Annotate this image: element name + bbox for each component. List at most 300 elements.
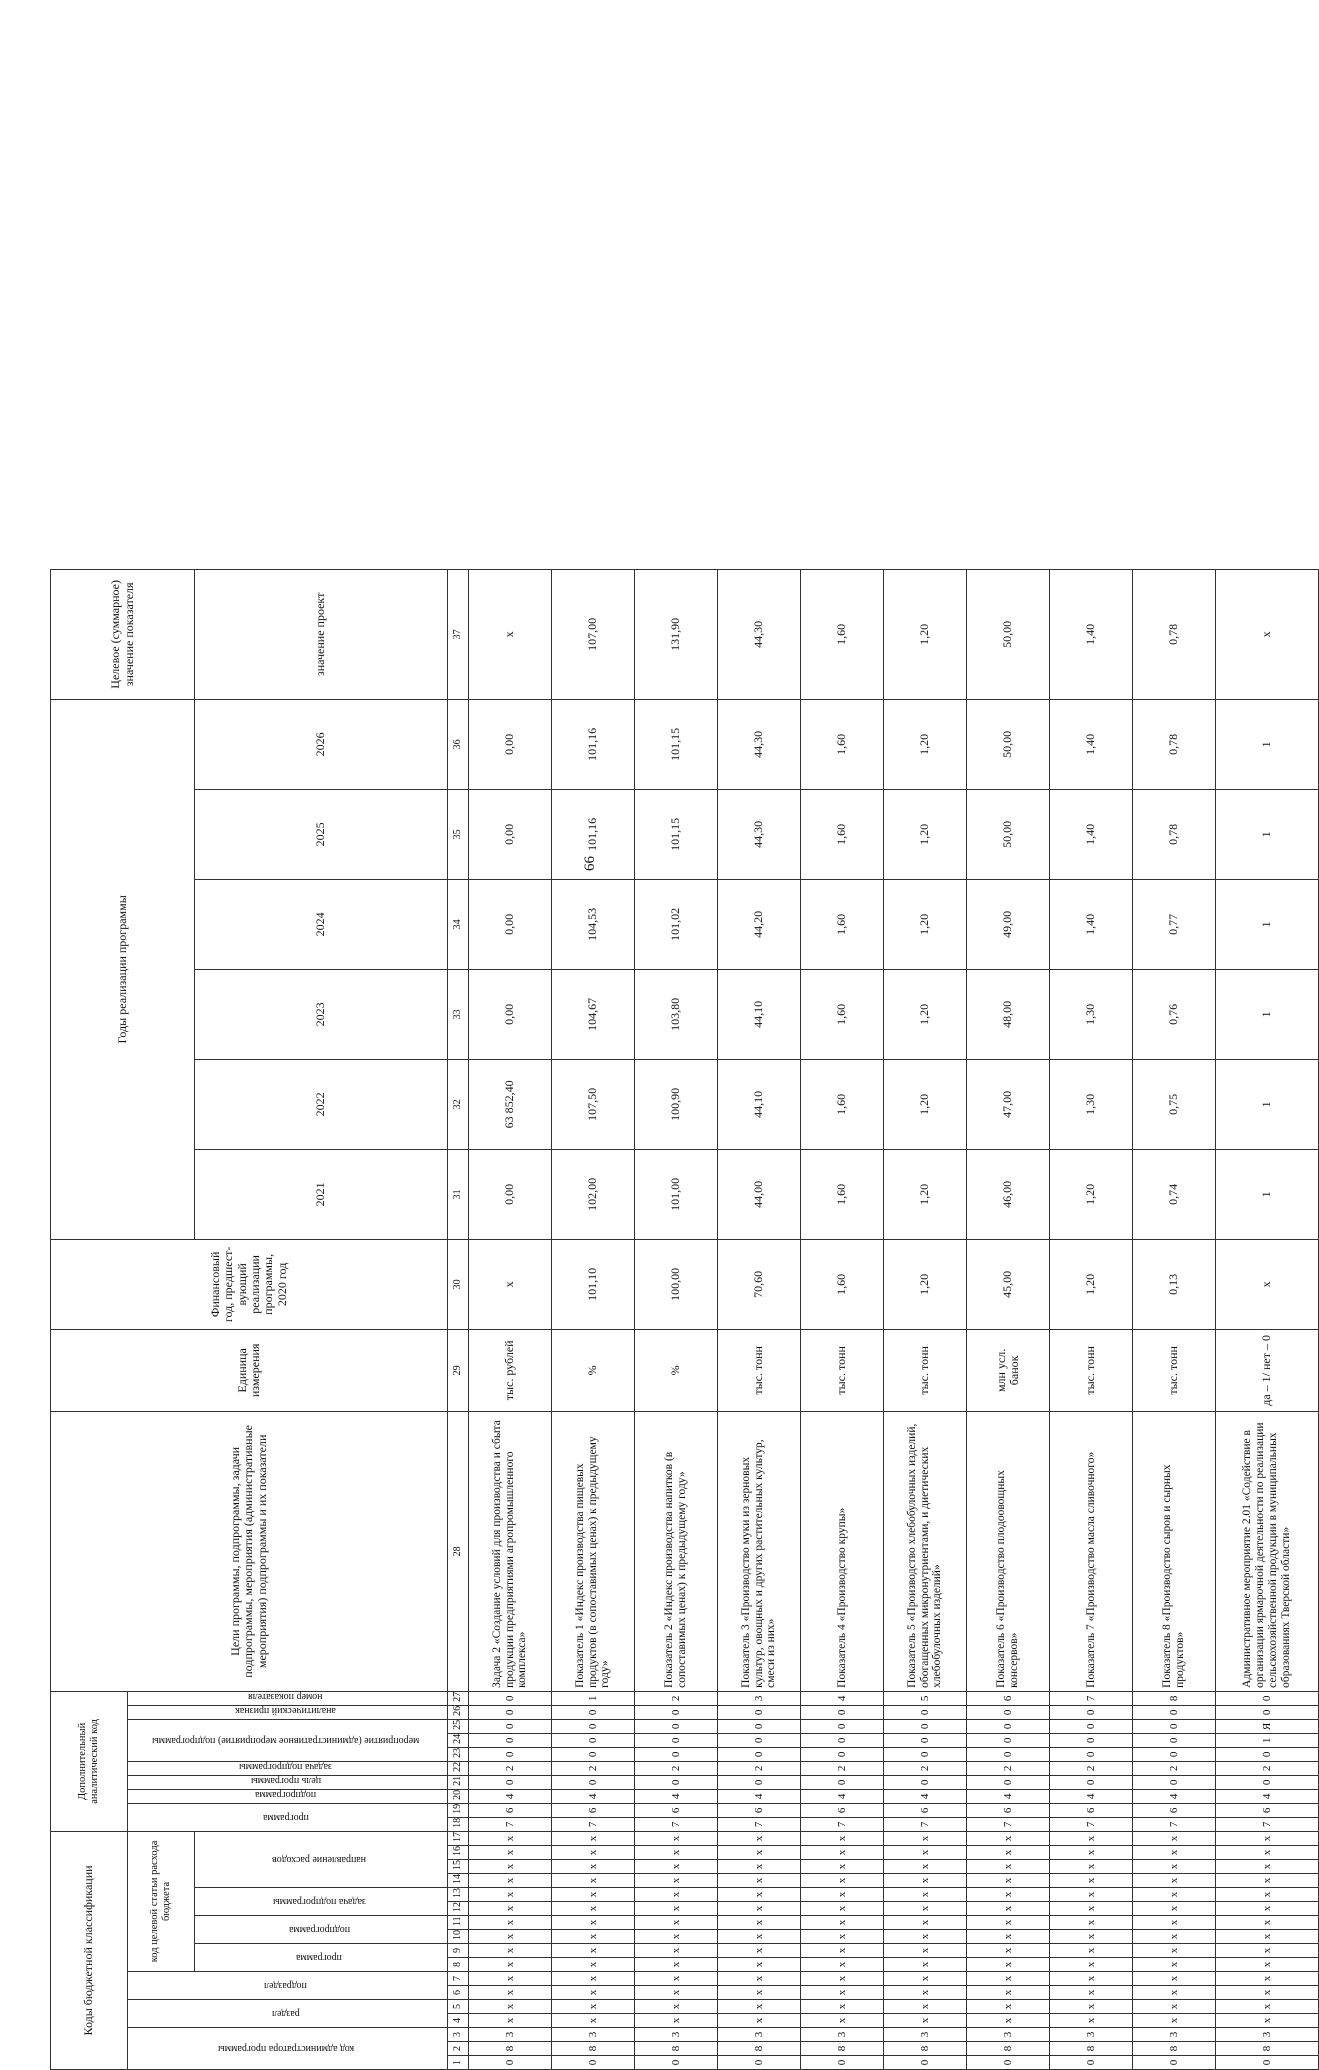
code-cell: 6 xyxy=(552,1803,635,1817)
code-cell: 2 xyxy=(801,1761,884,1775)
code-cell: 6 xyxy=(801,1803,884,1817)
base-year-cell: 0,13 xyxy=(1133,1239,1216,1329)
code-cell: 0 xyxy=(635,1747,718,1761)
year-value-cell: 50,00 xyxy=(967,699,1050,789)
column-number: 37 xyxy=(448,569,469,699)
year-value-cell: 49,00 xyxy=(967,879,1050,969)
code-cell: x xyxy=(1133,1930,1216,1944)
year-header: 2026 xyxy=(195,699,448,789)
table-row xyxy=(718,569,801,2069)
code-cell: 0 xyxy=(469,1775,552,1789)
code-cell: 6 xyxy=(967,1803,1050,1817)
year-value-cell: 1,60 xyxy=(801,789,884,879)
code-cell: x xyxy=(1216,1902,1319,1916)
year-value-cell: 103,80 xyxy=(635,969,718,1059)
code-cell: 3 xyxy=(1133,2028,1216,2042)
admin-code-header: код администратора программы xyxy=(128,2028,448,2070)
code-cell: x xyxy=(1216,1986,1319,2000)
additional-code-header: Дополнительный аналитический код xyxy=(51,1691,128,1831)
code-cell: x xyxy=(469,2014,552,2028)
code-cell: x xyxy=(1133,1846,1216,1860)
year-value-cell: 101,15 xyxy=(635,789,718,879)
code-cell: 4 xyxy=(635,1789,718,1803)
code-cell: 2 xyxy=(635,1761,718,1775)
code-cell: x xyxy=(967,2000,1050,2014)
budget-codes-header: Коды бюджетной классификации xyxy=(51,1831,128,2069)
code-cell: x xyxy=(884,1944,967,1958)
code-cell: 7 xyxy=(967,1817,1050,1831)
code-cell: 3 xyxy=(1216,2028,1319,2042)
code-cell: x xyxy=(884,1930,967,1944)
column-number: 5 xyxy=(448,2000,469,2014)
year-value-cell: 44,00 xyxy=(718,1149,801,1239)
code-cell: 3 xyxy=(967,2028,1050,2042)
year-value-cell: 1,60 xyxy=(801,1149,884,1239)
code-cell: 3 xyxy=(884,2028,967,2042)
code-cell: 0 xyxy=(469,1705,552,1719)
code-cell: 2 xyxy=(635,1691,718,1705)
target-value-cell: 44,30 xyxy=(718,569,801,699)
year-value-cell: 44,30 xyxy=(718,789,801,879)
column-number: 10 xyxy=(448,1930,469,1944)
code-cell: 0 xyxy=(469,1719,552,1733)
code-cell: 0 xyxy=(884,1719,967,1733)
column-number: 18 xyxy=(448,1817,469,1831)
code-cell: 0 xyxy=(967,1733,1050,1747)
column-number: 16 xyxy=(448,1846,469,1860)
table-body xyxy=(469,569,1319,2069)
code-cell: 7 xyxy=(1133,1817,1216,1831)
base-year-cell: x xyxy=(1216,1239,1319,1329)
unit-cell: % xyxy=(552,1329,635,1411)
code-cell: 0 xyxy=(718,1705,801,1719)
table-row xyxy=(1050,569,1133,2069)
code-cell: x xyxy=(552,1958,635,1972)
code-cell: x xyxy=(635,1916,718,1930)
code-cell: x xyxy=(635,1986,718,2000)
code-cell: 0 xyxy=(718,1719,801,1733)
column-number: 12 xyxy=(448,1902,469,1916)
code-cell: 8 xyxy=(884,2042,967,2056)
code-cell: 7 xyxy=(552,1817,635,1831)
code-cell: x xyxy=(1133,1972,1216,1986)
code-cell: 0 xyxy=(1050,1705,1133,1719)
a-task-header: задача подпрограммы xyxy=(128,1761,448,1775)
code-cell: x xyxy=(1133,1958,1216,1972)
code-cell: x xyxy=(1050,1930,1133,1944)
code-cell: 0 xyxy=(1133,1733,1216,1747)
unit-cell: млн усл. банок xyxy=(967,1329,1050,1411)
column-number: 4 xyxy=(448,2014,469,2028)
code-cell: x xyxy=(635,1944,718,1958)
code-cell: x xyxy=(552,1860,635,1874)
code-cell: 0 xyxy=(469,2056,552,2070)
code-cell: x xyxy=(884,1972,967,1986)
year-value-cell: 0,75 xyxy=(1133,1059,1216,1149)
code-cell: x xyxy=(884,2000,967,2014)
code-cell: x xyxy=(1050,1831,1133,1845)
column-number: 13 xyxy=(448,1888,469,1902)
code-cell: x xyxy=(1216,1860,1319,1874)
code-cell: x xyxy=(469,1860,552,1874)
column-number: 20 xyxy=(448,1789,469,1803)
column-number: 2 xyxy=(448,2042,469,2056)
column-number: 23 xyxy=(448,1747,469,1761)
code-cell: x xyxy=(1133,1986,1216,2000)
year-value-cell: 1,60 xyxy=(801,879,884,969)
year-value-cell: 44,20 xyxy=(718,879,801,969)
year-value-cell: 1,20 xyxy=(884,1059,967,1149)
column-number: 9 xyxy=(448,1944,469,1958)
code-cell: x xyxy=(1216,1888,1319,1902)
code-cell: 0 xyxy=(1050,1733,1133,1747)
code-cell: x xyxy=(1133,1874,1216,1888)
year-header: 2023 xyxy=(195,969,448,1059)
code-cell: 8 xyxy=(801,2042,884,2056)
code-cell: 4 xyxy=(469,1789,552,1803)
code-cell: x xyxy=(801,1916,884,1930)
code-cell: 6 xyxy=(469,1803,552,1817)
code-cell: 7 xyxy=(884,1817,967,1831)
code-cell: x xyxy=(469,1888,552,1902)
year-value-cell: 46,00 xyxy=(967,1149,1050,1239)
code-cell: 3 xyxy=(1050,2028,1133,2042)
code-cell: x xyxy=(1133,1860,1216,1874)
code-cell: x xyxy=(967,1916,1050,1930)
column-number: 3 xyxy=(448,2028,469,2042)
indicator-name-cell: Показатель 7 «Производство масла сливочного» xyxy=(1050,1411,1133,1691)
code-cell: x xyxy=(1216,2014,1319,2028)
code-cell: 6 xyxy=(1216,1803,1319,1817)
base-year-cell: 1,20 xyxy=(1050,1239,1133,1329)
code-cell: 0 xyxy=(967,1705,1050,1719)
code-cell: 0 xyxy=(1216,2056,1319,2070)
code-cell: x xyxy=(1050,1944,1133,1958)
unit-header: Единица измерения xyxy=(51,1329,448,1411)
code-cell: x xyxy=(967,1958,1050,1972)
code-cell: 8 xyxy=(1133,2042,1216,2056)
column-number: 28 xyxy=(448,1411,469,1691)
base-year-cell: 100,00 xyxy=(635,1239,718,1329)
code-cell: x xyxy=(1050,1972,1133,1986)
year-value-cell: 104,67 xyxy=(552,969,635,1059)
code-cell: 2 xyxy=(1216,1761,1319,1775)
program-header: программа xyxy=(195,1944,448,1972)
code-cell: 0 xyxy=(801,1733,884,1747)
code-cell: x xyxy=(801,1846,884,1860)
code-cell: x xyxy=(1050,1916,1133,1930)
code-cell: 6 xyxy=(635,1803,718,1817)
code-cell: 4 xyxy=(552,1789,635,1803)
unit-cell: тыс. тонн xyxy=(1133,1329,1216,1411)
column-number: 30 xyxy=(448,1239,469,1329)
code-cell: 7 xyxy=(1050,1817,1133,1831)
table-row xyxy=(801,569,884,2069)
code-cell: 0 xyxy=(635,1775,718,1789)
unit-cell: тыс. тонн xyxy=(801,1329,884,1411)
code-cell: 7 xyxy=(718,1817,801,1831)
code-cell: 6 xyxy=(967,1691,1050,1705)
code-cell: x xyxy=(635,2000,718,2014)
code-cell: x xyxy=(635,2014,718,2028)
code-cell: 0 xyxy=(718,1775,801,1789)
code-cell: x xyxy=(635,1888,718,1902)
year-value-cell: 1,30 xyxy=(1050,969,1133,1059)
code-cell: x xyxy=(801,1831,884,1845)
indicator-table xyxy=(50,569,1319,2070)
code-cell: x xyxy=(718,1958,801,1972)
code-cell: x xyxy=(1050,1860,1133,1874)
column-number: 35 xyxy=(448,789,469,879)
code-cell: x xyxy=(552,1846,635,1860)
year-value-cell: 101,16 xyxy=(552,789,635,879)
subprogram-task-header: задача подпрограммы xyxy=(195,1888,448,1916)
table-row xyxy=(1133,569,1216,2069)
code-cell: x xyxy=(967,1888,1050,1902)
code-cell: x xyxy=(469,1831,552,1845)
code-cell: 8 xyxy=(1050,2042,1133,2056)
code-cell: 0 xyxy=(1133,1719,1216,1733)
code-cell: 4 xyxy=(1050,1789,1133,1803)
code-cell: x xyxy=(718,1846,801,1860)
code-cell: x xyxy=(552,1902,635,1916)
code-cell: 0 xyxy=(801,1775,884,1789)
code-cell: 7 xyxy=(1050,1691,1133,1705)
year-value-cell: 1,40 xyxy=(1050,879,1133,969)
column-number: 17 xyxy=(448,1831,469,1845)
subsection-header: подраздел xyxy=(128,1972,448,2000)
code-cell: 0 xyxy=(884,2056,967,2070)
table-row xyxy=(552,569,635,2069)
code-cell: x xyxy=(552,1831,635,1845)
code-cell: x xyxy=(635,1972,718,1986)
code-cell: 0 xyxy=(635,1719,718,1733)
indicator-name-cell: Показатель 5 «Производство хлебобулочных изделий, обогащенных микронутриентами, и диетических хлебобулочных изделий» xyxy=(884,1411,967,1691)
code-cell: 0 xyxy=(801,1719,884,1733)
code-cell: x xyxy=(718,1860,801,1874)
code-cell: x xyxy=(718,1874,801,1888)
code-cell: x xyxy=(1050,1902,1133,1916)
year-value-cell: 1,20 xyxy=(1050,1149,1133,1239)
code-cell: 0 xyxy=(552,2056,635,2070)
year-value-cell: 0,74 xyxy=(1133,1149,1216,1239)
column-number: 6 xyxy=(448,1986,469,2000)
base-year-cell: 1,60 xyxy=(801,1239,884,1329)
year-value-cell: 1,60 xyxy=(801,1059,884,1149)
code-cell: 0 xyxy=(1133,2056,1216,2070)
code-cell: x xyxy=(1050,1958,1133,1972)
code-cell: x xyxy=(884,1986,967,2000)
code-cell: 0 xyxy=(801,1747,884,1761)
year-header: 2022 xyxy=(195,1059,448,1149)
year-value-cell: 48,00 xyxy=(967,969,1050,1059)
code-cell: 4 xyxy=(1216,1789,1319,1803)
year-value-cell: 44,30 xyxy=(718,699,801,789)
code-cell: 2 xyxy=(552,1761,635,1775)
year-value-cell: 101,16 xyxy=(552,699,635,789)
column-number: 29 xyxy=(448,1329,469,1411)
code-cell: 4 xyxy=(801,1789,884,1803)
year-value-cell: 1,60 xyxy=(801,699,884,789)
code-cell: x xyxy=(1050,1888,1133,1902)
code-cell: x xyxy=(718,2014,801,2028)
code-cell: x xyxy=(552,1874,635,1888)
target-value-cell: 1,20 xyxy=(884,569,967,699)
year-value-cell: 1,60 xyxy=(801,969,884,1059)
years-group-header: Годы реализации программы xyxy=(51,699,195,1239)
code-cell: x xyxy=(967,1846,1050,1860)
code-cell: 0 xyxy=(1050,2056,1133,2070)
table-row xyxy=(635,569,718,2069)
code-cell: x xyxy=(718,1831,801,1845)
code-cell: 0 xyxy=(552,1705,635,1719)
code-cell: 4 xyxy=(1133,1789,1216,1803)
code-cell: 2 xyxy=(718,1761,801,1775)
base-year-cell: 70,60 xyxy=(718,1239,801,1329)
code-cell: x xyxy=(552,2000,635,2014)
code-cell: x xyxy=(1050,1986,1133,2000)
code-cell: x xyxy=(884,1874,967,1888)
code-cell: 0 xyxy=(1216,1705,1319,1719)
a-indicator-header: номер показателя xyxy=(128,1691,448,1705)
base-year-cell: 101,10 xyxy=(552,1239,635,1329)
column-number: 27 xyxy=(448,1691,469,1705)
indicator-table-sheet xyxy=(50,570,1292,2070)
year-value-cell: 0,77 xyxy=(1133,879,1216,969)
code-cell: x xyxy=(801,1986,884,2000)
year-value-cell: 1 xyxy=(1216,1149,1319,1239)
column-number: 26 xyxy=(448,1705,469,1719)
target-value-cell: 50,00 xyxy=(967,569,1050,699)
year-header: 2025 xyxy=(195,789,448,879)
code-cell: 0 xyxy=(718,1733,801,1747)
code-cell: 0 xyxy=(967,1747,1050,1761)
year-value-cell: 102,00 xyxy=(552,1149,635,1239)
code-cell: 7 xyxy=(469,1817,552,1831)
unit-cell: тыс. тонн xyxy=(718,1329,801,1411)
code-cell: x xyxy=(801,1958,884,1972)
code-cell: x xyxy=(1133,2000,1216,2014)
code-cell: 0 xyxy=(718,1747,801,1761)
year-value-cell: 1,40 xyxy=(1050,789,1133,879)
year-value-cell: 1,20 xyxy=(884,1149,967,1239)
code-cell: x xyxy=(801,1944,884,1958)
code-cell: x xyxy=(967,1874,1050,1888)
section-header: раздел xyxy=(128,2000,448,2028)
code-cell: x xyxy=(1216,1846,1319,1860)
table-row xyxy=(967,569,1050,2069)
code-cell: x xyxy=(801,1930,884,1944)
target-value-cell: x xyxy=(469,569,552,699)
subprogram-header: подпрограмма xyxy=(195,1916,448,1944)
code-cell: 0 xyxy=(884,1705,967,1719)
code-cell: x xyxy=(967,1831,1050,1845)
column-number: 11 xyxy=(448,1916,469,1930)
table-row xyxy=(469,569,552,2069)
target-group-header: Целевое (суммарное) значение показателя xyxy=(51,569,195,699)
code-cell: x xyxy=(884,1831,967,1845)
code-cell: x xyxy=(967,1986,1050,2000)
code-cell: 5 xyxy=(884,1691,967,1705)
code-cell: 1 xyxy=(552,1691,635,1705)
code-cell: x xyxy=(801,2000,884,2014)
year-value-cell: 1,20 xyxy=(884,879,967,969)
unit-cell: тыс. тонн xyxy=(884,1329,967,1411)
year-value-cell: 1 xyxy=(1216,699,1319,789)
code-cell: x xyxy=(967,1944,1050,1958)
year-value-cell: 0,78 xyxy=(1133,699,1216,789)
code-cell: 3 xyxy=(552,2028,635,2042)
code-cell: x xyxy=(635,1860,718,1874)
column-number: 19 xyxy=(448,1803,469,1817)
year-value-cell: 44,10 xyxy=(718,1059,801,1149)
code-cell: 3 xyxy=(469,2028,552,2042)
target-value-cell: x xyxy=(1216,569,1319,699)
code-cell: 0 xyxy=(967,1719,1050,1733)
indicator-name-cell: Показатель 2 «Индекс производства напитков (в сопоставимых ценах) к предыдущему году» xyxy=(635,1411,718,1691)
code-cell: x xyxy=(469,1986,552,2000)
code-cell: x xyxy=(469,1958,552,1972)
year-value-cell: 1 xyxy=(1216,969,1319,1059)
code-cell: x xyxy=(1050,2014,1133,2028)
indicator-name-cell: Показатель 6 «Производство плодоовощных консервов» xyxy=(967,1411,1050,1691)
code-cell: 8 xyxy=(1133,1691,1216,1705)
code-cell: x xyxy=(801,1972,884,1986)
code-cell: x xyxy=(718,1888,801,1902)
base-year-cell: x xyxy=(469,1239,552,1329)
target-code-header: код целевой статьи расхода бюджета xyxy=(128,1831,195,1971)
column-number: 21 xyxy=(448,1775,469,1789)
code-cell: 0 xyxy=(552,1733,635,1747)
fin-year-header: Финансовый год, предшест-вующий реализации программы, 2020 год xyxy=(51,1239,448,1329)
column-number: 1 xyxy=(448,2056,469,2070)
code-cell: x xyxy=(1216,1874,1319,1888)
code-cell: x xyxy=(1050,2000,1133,2014)
column-number: 25 xyxy=(448,1719,469,1733)
code-cell: 0 xyxy=(1133,1775,1216,1789)
year-header: 2024 xyxy=(195,879,448,969)
year-value-cell: 50,00 xyxy=(967,789,1050,879)
code-cell: x xyxy=(469,1902,552,1916)
column-number: 8 xyxy=(448,1958,469,1972)
code-cell: x xyxy=(635,1846,718,1860)
code-cell: x xyxy=(884,1916,967,1930)
code-cell: 0 xyxy=(1133,1747,1216,1761)
code-cell: x xyxy=(1216,2000,1319,2014)
code-cell: x xyxy=(1133,1831,1216,1845)
code-cell: 0 xyxy=(469,1691,552,1705)
code-cell: 7 xyxy=(635,1817,718,1831)
target-value-cell: 0,78 xyxy=(1133,569,1216,699)
code-cell: x xyxy=(469,2000,552,2014)
year-value-cell: 107,50 xyxy=(552,1059,635,1149)
direction-header: направление расходов xyxy=(195,1831,448,1887)
year-value-cell: 101,15 xyxy=(635,699,718,789)
code-cell: x xyxy=(1133,1888,1216,1902)
base-year-cell: 1,20 xyxy=(884,1239,967,1329)
year-value-cell: 0,00 xyxy=(469,699,552,789)
code-cell: x xyxy=(552,1930,635,1944)
code-cell: 8 xyxy=(718,2042,801,2056)
target-sub-header: значение проект xyxy=(195,569,448,699)
code-cell: 0 xyxy=(801,2056,884,2070)
code-cell: 8 xyxy=(967,2042,1050,2056)
code-cell: 3 xyxy=(801,2028,884,2042)
column-number: 15 xyxy=(448,1860,469,1874)
code-cell: x xyxy=(469,1930,552,1944)
code-cell: 8 xyxy=(552,2042,635,2056)
a-subprogram-header: подпрограмма xyxy=(128,1789,448,1803)
